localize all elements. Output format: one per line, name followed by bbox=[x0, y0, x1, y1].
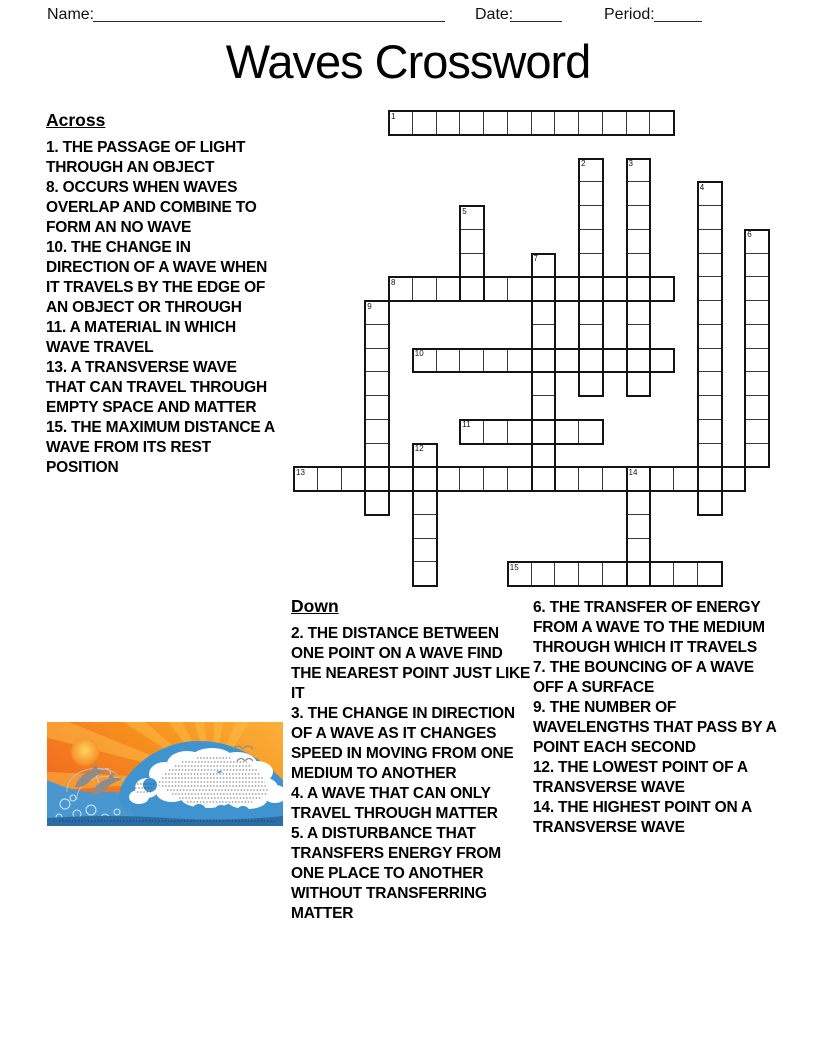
across-heading: Across bbox=[46, 110, 106, 130]
grid-cell bbox=[578, 181, 604, 207]
clue-number: 8. bbox=[46, 179, 59, 196]
grid-cell bbox=[364, 371, 390, 397]
grid-cell bbox=[602, 348, 628, 374]
clue-text: OCCURS WHEN WAVES OVERLAP AND COMBINE TO FORM AN NO WAVE bbox=[46, 179, 257, 236]
grid-cell bbox=[531, 561, 557, 587]
grid-cell bbox=[507, 276, 533, 302]
grid-clue-number: 15 bbox=[509, 562, 519, 572]
grid-cell bbox=[578, 371, 604, 397]
grid-cell bbox=[697, 371, 723, 397]
clue-item bbox=[533, 758, 785, 798]
clue-text: THE NUMBER OF WAVELENGTHS THAT PASS BY A POINT EACH SECOND bbox=[533, 699, 777, 756]
clue-number: 9. bbox=[533, 699, 546, 716]
grid-cell bbox=[531, 300, 557, 326]
grid-cell bbox=[626, 514, 652, 540]
grid-cell bbox=[602, 466, 628, 492]
across-clue-list bbox=[46, 138, 277, 478]
grid-cell bbox=[673, 466, 699, 492]
grid-cell bbox=[364, 324, 390, 350]
grid-cell bbox=[697, 253, 723, 279]
grid-cell bbox=[507, 419, 533, 445]
name-blank-line bbox=[93, 21, 445, 22]
clue-item bbox=[291, 624, 534, 704]
clue-item bbox=[46, 318, 277, 358]
grid-cell bbox=[578, 253, 604, 279]
grid-cell bbox=[578, 348, 604, 374]
grid-cell bbox=[531, 348, 557, 374]
grid-clue-number: 10 bbox=[414, 349, 424, 358]
clue-number: 6. bbox=[533, 599, 546, 616]
grid-cell bbox=[364, 443, 390, 469]
grid-cell bbox=[317, 466, 343, 492]
clue-text: A TRANSVERSE WAVE THAT CAN TRAVEL THROUGH EMPTY SPACE AND MATTER bbox=[46, 359, 267, 416]
grid-cell bbox=[744, 419, 770, 445]
down-clue-list-2 bbox=[533, 598, 785, 838]
grid-clue-number: 6 bbox=[747, 230, 752, 240]
grid-cell bbox=[364, 348, 390, 374]
clue-text: THE HIGHEST POINT ON A TRANSVERSE WAVE bbox=[533, 799, 752, 836]
grid-cell bbox=[697, 229, 723, 255]
grid-cell bbox=[364, 395, 390, 421]
grid-clue-number: 13 bbox=[296, 467, 305, 477]
clue-item bbox=[291, 824, 534, 924]
grid-cell bbox=[483, 276, 509, 302]
down-section bbox=[291, 596, 534, 924]
grid-cell bbox=[626, 205, 652, 231]
grid-cell bbox=[744, 276, 770, 302]
clue-number: 12. bbox=[533, 759, 554, 776]
grid-cell bbox=[483, 348, 509, 374]
grid-cell bbox=[483, 419, 509, 445]
grid-cell bbox=[649, 276, 675, 302]
grid-clue-number: 1 bbox=[391, 111, 396, 121]
grid-clue-number: 9 bbox=[367, 301, 372, 311]
grid-cell bbox=[412, 490, 438, 516]
grid-cell bbox=[364, 490, 390, 516]
grid-cell bbox=[578, 419, 604, 445]
clue-item bbox=[46, 238, 277, 318]
grid-cell bbox=[578, 229, 604, 255]
grid-clue-number: 12 bbox=[414, 444, 424, 453]
grid-cell bbox=[459, 229, 485, 255]
grid-cell bbox=[436, 466, 462, 492]
grid-cell bbox=[459, 253, 485, 279]
grid-cell bbox=[697, 419, 723, 445]
clue-number: 3. bbox=[291, 705, 304, 722]
across-section bbox=[46, 110, 277, 478]
grid-cell bbox=[531, 371, 557, 397]
grid-cell bbox=[459, 110, 485, 136]
grid-cell bbox=[531, 466, 557, 492]
grid-cell bbox=[649, 561, 675, 587]
grid-cell bbox=[531, 276, 557, 302]
grid-cell bbox=[626, 253, 652, 279]
down-section-column-2 bbox=[533, 598, 785, 838]
grid-cell bbox=[626, 490, 652, 516]
grid-cell bbox=[578, 276, 604, 302]
grid-cell bbox=[507, 466, 533, 492]
grid-cell bbox=[744, 324, 770, 350]
name-label: Name: bbox=[47, 6, 95, 23]
grid-cell bbox=[554, 110, 580, 136]
grid-clue-number: 5 bbox=[462, 206, 467, 216]
grid-cell bbox=[507, 110, 533, 136]
clue-text: THE DISTANCE BETWEEN ONE POINT ON A WAVE FIND THE NEAREST POINT JUST LIKE IT bbox=[291, 625, 531, 702]
clue-text: THE CHANGE IN DIRECTION OF A WAVE AS IT CHANGES SPEED IN MOVING FROM ONE MEDIUM TO ANOTHER bbox=[291, 705, 515, 782]
clue-text: THE LOWEST POINT OF A TRANSVERSE WAVE bbox=[533, 759, 748, 796]
grid-cell bbox=[412, 276, 438, 302]
wave-illustration bbox=[47, 722, 283, 826]
clue-number: 4. bbox=[291, 785, 304, 802]
grid-clue-number: 4 bbox=[699, 182, 705, 192]
grid-cell bbox=[483, 110, 509, 136]
grid-cell bbox=[578, 300, 604, 326]
down-clue-list-1 bbox=[291, 624, 534, 924]
grid-cell bbox=[626, 348, 652, 374]
grid-cell bbox=[673, 561, 699, 587]
clue-item bbox=[533, 598, 785, 658]
grid-cell bbox=[697, 443, 723, 469]
clue-number: 7. bbox=[533, 659, 546, 676]
grid-clue-number: 2 bbox=[581, 159, 586, 168]
crossword-grid bbox=[293, 110, 771, 588]
grid-cell bbox=[744, 348, 770, 374]
grid-cell bbox=[412, 561, 438, 587]
clue-number: 10. bbox=[46, 239, 67, 256]
grid-cell bbox=[531, 395, 557, 421]
grid-cell bbox=[721, 466, 747, 492]
grid-cell bbox=[459, 466, 485, 492]
grid-cell bbox=[578, 205, 604, 231]
grid-cell bbox=[744, 371, 770, 397]
grid-cell bbox=[578, 324, 604, 350]
grid-cell bbox=[531, 324, 557, 350]
grid-cell bbox=[436, 348, 462, 374]
grid-cell bbox=[483, 466, 509, 492]
grid-cell bbox=[697, 561, 723, 587]
grid-cell bbox=[649, 466, 675, 492]
clue-text: THE MAXIMUM DISTANCE A WAVE FROM ITS REST POSITION bbox=[46, 419, 275, 476]
grid-cell bbox=[626, 371, 652, 397]
grid-cell bbox=[364, 466, 390, 492]
grid-clue-number: 11 bbox=[462, 420, 471, 430]
clue-item bbox=[533, 698, 785, 758]
grid-cell bbox=[744, 253, 770, 279]
grid-cell bbox=[697, 205, 723, 231]
grid-cell bbox=[626, 110, 652, 136]
grid-cell bbox=[626, 300, 652, 326]
clue-number: 11. bbox=[46, 319, 67, 336]
clue-number: 13. bbox=[46, 359, 67, 376]
grid-cell bbox=[626, 538, 652, 564]
sun bbox=[71, 738, 99, 766]
grid-cell bbox=[744, 300, 770, 326]
clue-item bbox=[46, 358, 277, 418]
clue-text: A DISTURBANCE THAT TRANSFERS ENERGY FROM ONE PLACE TO ANOTHER WITHOUT TRANSFERRING MATTER bbox=[291, 825, 501, 922]
clue-number: 5. bbox=[291, 825, 304, 842]
grid-cell bbox=[412, 110, 438, 136]
grid-cell bbox=[602, 110, 628, 136]
grid-cell bbox=[697, 466, 723, 492]
grid-cell bbox=[436, 110, 462, 136]
clue-number: 1. bbox=[46, 139, 59, 156]
grid-cell bbox=[697, 395, 723, 421]
grid-cell bbox=[554, 419, 580, 445]
grid-cell bbox=[697, 324, 723, 350]
grid-cell bbox=[531, 443, 557, 469]
clue-number: 14. bbox=[533, 799, 554, 816]
grid-cell bbox=[459, 276, 485, 302]
date-blank-line bbox=[510, 21, 562, 22]
clue-item bbox=[46, 178, 277, 238]
clue-item bbox=[533, 798, 785, 838]
grid-cell bbox=[531, 110, 557, 136]
clue-item bbox=[533, 658, 785, 698]
grid-cell bbox=[602, 561, 628, 587]
grid-cell bbox=[578, 110, 604, 136]
grid-cell bbox=[507, 348, 533, 374]
period-blank-line bbox=[654, 21, 702, 22]
date-label: Date: bbox=[475, 6, 514, 23]
down-heading: Down bbox=[291, 596, 339, 616]
wave-illustration-graphic bbox=[47, 722, 283, 826]
grid-cell bbox=[554, 561, 580, 587]
grid-cell bbox=[697, 300, 723, 326]
grid-cell bbox=[554, 276, 580, 302]
clue-text: THE CHANGE IN DIRECTION OF A WAVE WHEN IT TRAVELS BY THE EDGE OF AN OBJECT OR THROUGH bbox=[46, 239, 268, 316]
grid-cell bbox=[626, 181, 652, 207]
grid-cell bbox=[626, 561, 652, 587]
grid-clue-number: 7 bbox=[533, 254, 538, 263]
grid-cell bbox=[578, 466, 604, 492]
grid-cell bbox=[578, 561, 604, 587]
grid-cell bbox=[341, 466, 367, 492]
grid-cell bbox=[697, 348, 723, 374]
grid-cell bbox=[554, 348, 580, 374]
clue-item bbox=[46, 418, 277, 478]
page-title: Waves Crossword bbox=[225, 35, 591, 88]
period-label: Period: bbox=[604, 6, 655, 23]
clue-text: THE TRANSFER OF ENERGY FROM A WAVE TO THE MEDIUM THROUGH WHICH IT TRAVELS bbox=[533, 599, 765, 656]
grid-cell bbox=[554, 466, 580, 492]
grid-cell bbox=[697, 490, 723, 516]
clue-text: THE PASSAGE OF LIGHT THROUGH AN OBJECT bbox=[46, 139, 246, 176]
grid-clue-number: 14 bbox=[628, 467, 638, 477]
clue-item bbox=[291, 704, 534, 784]
grid-cell bbox=[697, 276, 723, 302]
grid-cell bbox=[412, 538, 438, 564]
grid-cell bbox=[744, 395, 770, 421]
grid-cell bbox=[459, 348, 485, 374]
clue-item bbox=[291, 784, 534, 824]
grid-cell bbox=[626, 229, 652, 255]
grid-cell bbox=[626, 324, 652, 350]
grid-clue-number: 3 bbox=[628, 159, 633, 168]
grid-cell bbox=[649, 110, 675, 136]
clue-number: 15. bbox=[46, 419, 67, 436]
clue-text: THE BOUNCING OF A WAVE OFF A SURFACE bbox=[533, 659, 754, 696]
grid-cell bbox=[649, 348, 675, 374]
grid-cell bbox=[412, 466, 438, 492]
grid-cell bbox=[364, 419, 390, 445]
grid-cell bbox=[412, 514, 438, 540]
grid-cell bbox=[744, 443, 770, 469]
clue-text: A WAVE THAT CAN ONLY TRAVEL THROUGH MATTER bbox=[291, 785, 498, 822]
clue-number: 2. bbox=[291, 625, 304, 642]
grid-cell bbox=[626, 276, 652, 302]
grid-clue-number: 8 bbox=[391, 277, 396, 287]
clue-text: A MATERIAL IN WHICH WAVE TRAVEL bbox=[46, 319, 237, 356]
grid-cell bbox=[602, 276, 628, 302]
grid-cell bbox=[531, 419, 557, 445]
clue-item bbox=[46, 138, 277, 178]
grid-cell bbox=[436, 276, 462, 302]
grid-cell bbox=[388, 466, 414, 492]
